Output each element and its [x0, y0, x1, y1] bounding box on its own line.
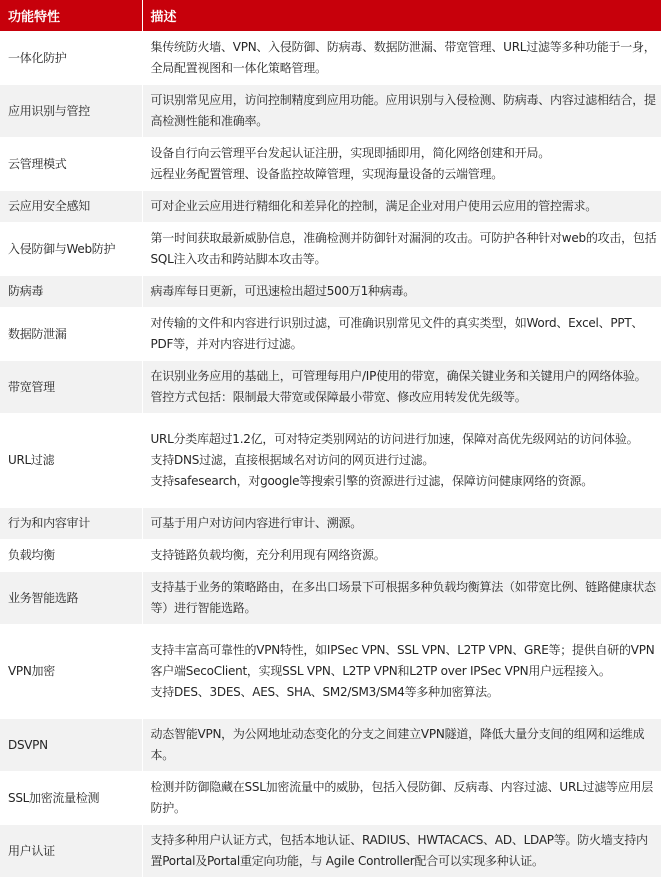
table-row: [0, 32, 661, 85]
feature-description-cell: [142, 361, 661, 414]
feature-name-cell: 负载均衡: [0, 540, 142, 572]
description-line: 集传统防火墙、VPN、入侵防御、防病毒、数据防泄漏、带宽管理、URL过滤等多种功能于一身，全局配置视图和一体化策略管理。: [150, 40, 656, 75]
description-line: 动态智能VPN，为公网地址动态变化的分支之间建立VPN隧道，降低大量分支间的组网和运维成本。: [150, 727, 645, 762]
feature-description-cell: [142, 540, 661, 572]
feature-name-cell: DSVPN: [0, 719, 142, 772]
table-row: [0, 719, 661, 772]
description-line: 远程业务配置管理、设备监控故障管理，实现海量设备的云端管理。: [150, 167, 504, 181]
table-row: [0, 540, 661, 572]
feature-description-cell: [142, 414, 661, 508]
table-row: [0, 308, 661, 361]
description-line: 设备自行向云管理平台发起认证注册，实现即插即用，简化网络创建和开局。: [150, 146, 551, 160]
table-row: [0, 223, 661, 276]
description-line: 支持链路负载均衡，充分利用现有网络资源。: [150, 548, 386, 562]
table-row: [0, 138, 661, 191]
description-line: 可对企业云应用进行精细化和差异化的控制，满足企业对用户使用云应用的管控需求。: [150, 199, 598, 213]
feature-description-cell: [142, 625, 661, 719]
feature-name-cell: 用户认证: [0, 825, 142, 878]
feature-name-cell: 带宽管理: [0, 361, 142, 414]
table-row: [0, 825, 661, 878]
feature-description-cell: [142, 138, 661, 191]
feature-name-cell: 防病毒: [0, 276, 142, 308]
table-row: [0, 508, 661, 540]
table-row: [0, 572, 661, 625]
table-header-row: [0, 0, 661, 32]
description-line: 在识别业务应用的基础上，可管理每用户/IP使用的带宽，确保关键业务和关键用户的网络体验。管控方式包括：限制最大带宽或保障最小带宽、修改应用转发优先级等。: [150, 369, 647, 404]
description-line: 支持多种用户认证方式，包括本地认证、RADIUS、HWTACACS、AD、LDAP等。防火墙支持内置Portal及Portal重定向功能，与 Agile Controller配合可以实现多种认证。: [150, 833, 648, 868]
table-row: [0, 276, 661, 308]
description-line: 可基于用户对访问内容进行审计、溯源。: [150, 516, 363, 530]
table-row: [0, 361, 661, 414]
feature-description-cell: [142, 32, 661, 85]
feature-description-cell: [142, 308, 661, 361]
feature-description-cell: [142, 85, 661, 138]
description-line: 对传输的文件和内容进行识别过滤，可准确识别常见文件的真实类型，如Word、Excel、PPT、PDF等，并对内容进行过滤。: [150, 316, 644, 351]
feature-description-cell: [142, 276, 661, 308]
feature-column-header: 功能特性: [0, 0, 142, 32]
feature-name-cell: SSL加密流量检测: [0, 772, 142, 825]
description-line: 支持DNS过滤，直接根据域名对访问的网页进行过滤。: [150, 453, 435, 467]
feature-name-cell: 入侵防御与Web防护: [0, 223, 142, 276]
description-line: 可识别常见应用，访问控制精度到应用功能。应用识别与入侵检测、防病毒、内容过滤相结合，提高检测性能和准确率。: [150, 93, 656, 128]
feature-description-cell: [142, 772, 661, 825]
feature-name-cell: 云管理模式: [0, 138, 142, 191]
feature-name-cell: 业务智能选路: [0, 572, 142, 625]
table-row: [0, 772, 661, 825]
description-line: 支持丰富高可靠性的VPN特性，如IPSec VPN、SSL VPN、L2TP VPN、GRE等；提供自研的VPN客户端SecoClient，实现SSL VPN、L2TP VPN和L2TP over IPSec VPN用户远程接入。: [150, 643, 655, 678]
feature-name-cell: 应用识别与管控: [0, 85, 142, 138]
table-row: [0, 191, 661, 223]
feature-description-cell: [142, 825, 661, 878]
description-line: 病毒库每日更新，可迅速检出超过500万1种病毒。: [150, 284, 416, 298]
feature-name-cell: VPN加密: [0, 625, 142, 719]
description-line: URL分类库超过1.2亿，可对特定类别网站的访问进行加速，保障对高优先级网站的访问体验。: [150, 432, 639, 446]
description-line: 支持基于业务的策略路由，在多出口场景下可根据多种负载均衡算法（如带宽比例、链路健康状态等）进行智能选路。: [150, 580, 656, 615]
feature-name-cell: 云应用安全感知: [0, 191, 142, 223]
feature-description-cell: [142, 223, 661, 276]
description-line: 第一时间获取最新威胁信息，准确检测并防御针对漏洞的攻击。可防护各种针对web的攻击，包括SQL注入攻击和跨站脚本攻击等。: [150, 231, 657, 266]
feature-description-cell: [142, 719, 661, 772]
table-row: [0, 625, 661, 719]
table-row: [0, 414, 661, 508]
description-line: 支持safesearch，对google等搜索引擎的资源进行过滤，保障访问健康网络的资源。: [150, 474, 593, 488]
description-line: 检测并防御隐藏在SSL加密流量中的威胁，包括入侵防御、反病毒、内容过滤、URL过滤等应用层防护。: [150, 780, 653, 815]
feature-description-cell: [142, 191, 661, 223]
feature-description-cell: [142, 508, 661, 540]
table-row: [0, 85, 661, 138]
table-body: [0, 32, 661, 878]
feature-description-cell: [142, 572, 661, 625]
feature-name-cell: 数据防泄漏: [0, 308, 142, 361]
feature-name-cell: 一体化防护: [0, 32, 142, 85]
description-line: 支持DES、3DES、AES、SHA、SM2/SM3/SM4等多种加密算法。: [150, 685, 499, 699]
feature-name-cell: 行为和内容审计: [0, 508, 142, 540]
description-column-header: 描述: [142, 0, 661, 32]
feature-name-cell: URL过滤: [0, 414, 142, 508]
